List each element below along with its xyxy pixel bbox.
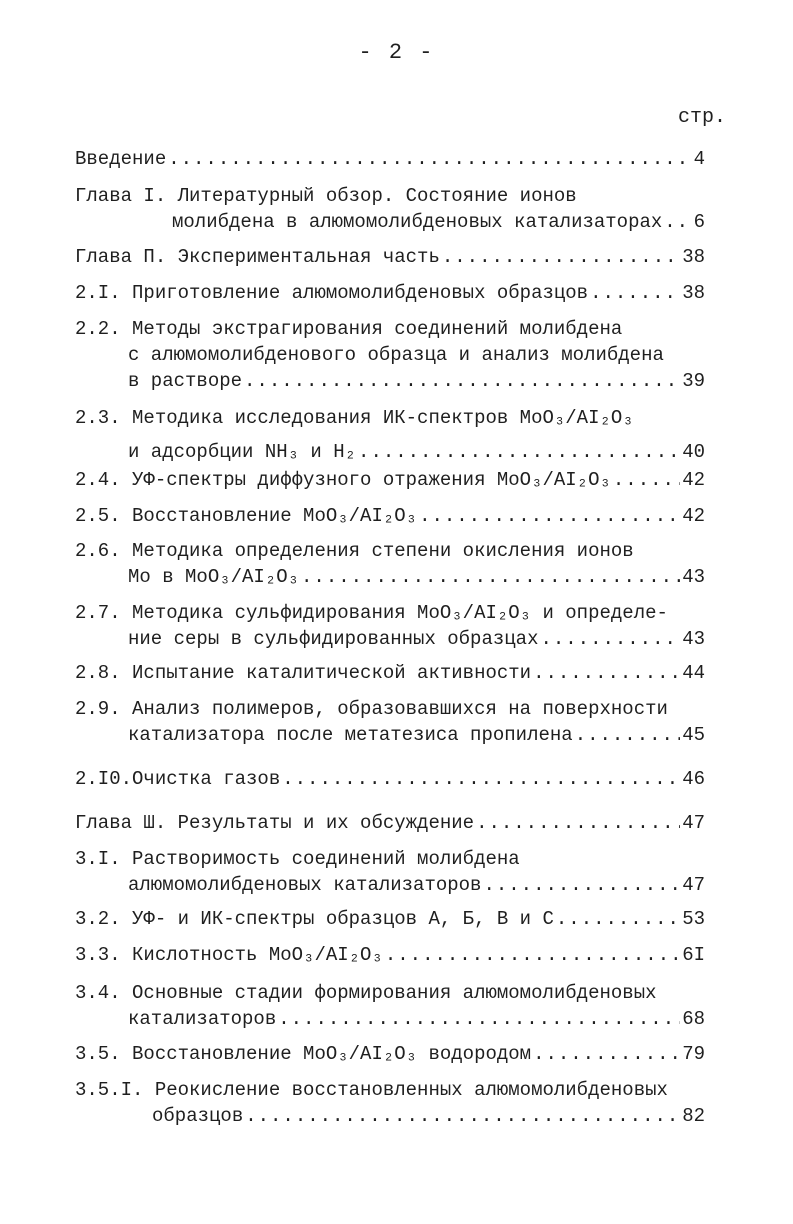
- toc-dot-leader: [358, 439, 680, 465]
- toc-page-number: 4: [693, 148, 705, 170]
- toc-page-number: 43: [682, 566, 705, 588]
- toc-dot-leader: [282, 766, 680, 792]
- toc-dot-leader: [613, 467, 680, 493]
- toc-page-number: 47: [682, 812, 705, 834]
- toc-line: [128, 342, 664, 368]
- toc-title-text: 2.3. Методика исследования ИК-спектров MoO₃/AI₂O₃: [75, 407, 634, 429]
- toc-line: [75, 906, 705, 932]
- toc-line: [128, 1006, 705, 1032]
- toc-line: [128, 439, 705, 465]
- toc-title-text: 3.3. Кислотность MoO₃/AI₂O₃: [75, 944, 383, 966]
- toc-title-text: 3.I. Растворимость соединений молибдена: [75, 848, 520, 870]
- toc-page-number: 53: [682, 908, 705, 930]
- toc-title-text: алюмомолибденовых катализаторов: [128, 874, 482, 896]
- toc-title-text: катализаторов: [128, 1008, 277, 1030]
- toc-title-text: молибдена в алюмомолибденовых катализаторах: [172, 211, 663, 233]
- toc-title-text: катализатора после метатезиса пропилена: [128, 724, 573, 746]
- toc-title-text: 2.4. УФ-спектры диффузного отражения MoO₃/AI₂O₃: [75, 469, 611, 491]
- toc-line: [75, 600, 668, 626]
- toc-title-text: 2.I0.Очистка газов: [75, 768, 281, 790]
- toc-line: [128, 368, 705, 394]
- toc-dot-leader: [476, 810, 680, 836]
- toc-page-number: 45: [682, 724, 705, 746]
- toc-line: [75, 766, 705, 792]
- toc-page-number: 39: [682, 370, 705, 392]
- toc-line: [75, 1041, 705, 1067]
- toc-title-text: 2.8. Испытание каталитической активности: [75, 662, 532, 684]
- toc-page-number: 6I: [682, 944, 705, 966]
- toc-page-number: 40: [682, 441, 705, 463]
- toc-line: [152, 1103, 705, 1129]
- toc-line: [75, 244, 705, 270]
- toc-line: [128, 872, 705, 898]
- toc-dot-leader: [533, 660, 680, 686]
- toc-page-number: 47: [682, 874, 705, 896]
- toc-dot-leader: [385, 942, 680, 968]
- toc-line: [75, 660, 705, 686]
- toc-line: [75, 696, 668, 722]
- toc-dot-leader: [168, 146, 691, 172]
- toc-title-text: ние серы в сульфидированных образцах: [128, 628, 539, 650]
- toc-dot-leader: [244, 368, 680, 394]
- toc-title-text: 2.5. Восстановление MoO₃/AI₂O₃: [75, 505, 418, 527]
- toc-page-number: 38: [682, 246, 705, 268]
- toc-dot-leader: [245, 1103, 680, 1129]
- toc-title-text: 3.5.I. Реокисление восстановленных алюмомолибденовых: [75, 1079, 668, 1101]
- toc-page-number: 38: [682, 282, 705, 304]
- toc-line: [75, 146, 705, 172]
- toc-line: [172, 209, 705, 235]
- toc-line: [128, 626, 705, 652]
- toc-dot-leader: [590, 280, 680, 306]
- toc-title-text: Глава I. Литературный обзор. Состояние ионов: [75, 185, 577, 207]
- toc-page-number: 44: [682, 662, 705, 684]
- toc-title-text: 2.6. Методика определения степени окисления ионов: [75, 540, 634, 562]
- toc-line: [75, 538, 634, 564]
- toc-dot-leader: [483, 872, 680, 898]
- toc-title-text: 2.2. Методы экстрагирования соединений молибдена: [75, 318, 623, 340]
- page-number: - 2 -: [358, 40, 435, 65]
- toc-line: [75, 405, 634, 431]
- toc-title-text: Введение: [75, 148, 167, 170]
- toc-dot-leader: [575, 722, 681, 748]
- toc-line: [75, 503, 705, 529]
- toc-page-number: 82: [682, 1105, 705, 1127]
- toc-line: [75, 942, 705, 968]
- toc-line: [75, 980, 657, 1006]
- toc-title-text: 3.5. Восстановление MoO₃/AI₂O₃ водородом: [75, 1043, 532, 1065]
- toc-line: [75, 183, 577, 209]
- pages-column-label: стр.: [678, 106, 727, 129]
- toc-title-text: Mo в MoO₃/AI₂O₃: [128, 566, 300, 588]
- toc-page-number: 42: [682, 469, 705, 491]
- toc-title-text: 2.I. Приготовление алюмомолибденовых образцов: [75, 282, 589, 304]
- toc-title-text: Глава П. Экспериментальная часть: [75, 246, 440, 268]
- toc-dot-leader: [301, 564, 680, 590]
- toc-line: [75, 846, 520, 872]
- toc-title-text: Глава Ш. Результаты и их обсуждение: [75, 812, 475, 834]
- toc-page-number: 6: [693, 211, 705, 233]
- toc-dot-leader: [278, 1006, 680, 1032]
- toc-title-text: 3.4. Основные стадии формирования алюмомолибденовых: [75, 982, 657, 1004]
- toc-line: [75, 467, 705, 493]
- toc-title-text: в растворе: [128, 370, 243, 392]
- toc-title-text: образцов: [152, 1105, 244, 1127]
- toc-dot-leader: [419, 503, 680, 529]
- toc-page-number: 46: [682, 768, 705, 790]
- toc-line: [128, 564, 705, 590]
- toc-title-text: и адсорбции NH₃ и H₂: [128, 441, 357, 463]
- toc-line: [75, 810, 705, 836]
- toc-title-text: 2.7. Методика сульфидирования MoO₃/AI₂O₃ и определе-: [75, 602, 668, 624]
- toc-dot-leader: [442, 244, 680, 270]
- toc-title-text: 3.2. УФ- и ИК-спектры образцов А, Б, В и С: [75, 908, 554, 930]
- toc-dot-leader: [533, 1041, 680, 1067]
- toc-line: [75, 316, 622, 342]
- toc-title-text: 2.9. Анализ полимеров, образовавшихся на поверхности: [75, 698, 668, 720]
- toc-title-text: с алюмомолибденового образца и анализ молибдена: [128, 344, 664, 366]
- toc-line: [128, 722, 705, 748]
- toc-page-number: 42: [682, 505, 705, 527]
- toc-dot-leader: [664, 209, 691, 235]
- toc-page-number: 68: [682, 1008, 705, 1030]
- toc-line: [75, 1077, 668, 1103]
- toc-page-number: 79: [682, 1043, 705, 1065]
- toc-line: [75, 280, 705, 306]
- toc-page-number: 43: [682, 628, 705, 650]
- toc-dot-leader: [556, 906, 680, 932]
- toc-dot-leader: [540, 626, 680, 652]
